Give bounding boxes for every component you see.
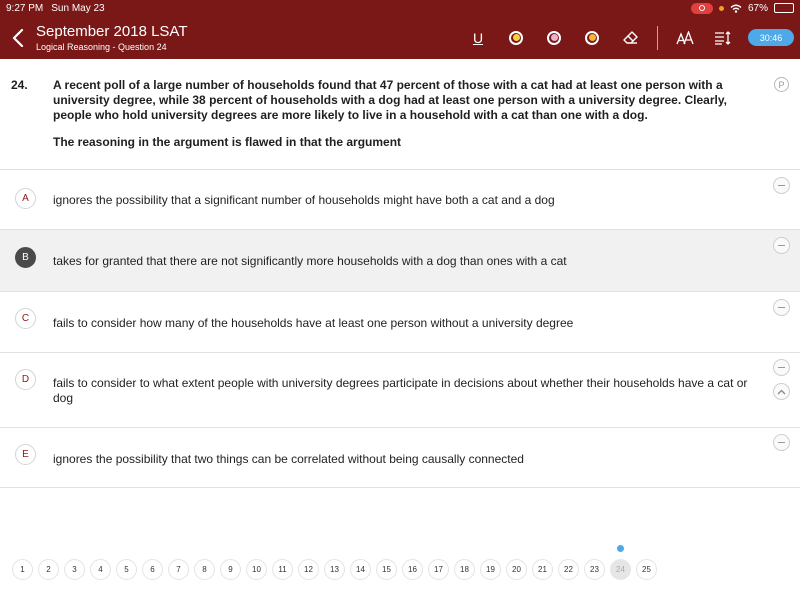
choice-letter: A xyxy=(15,188,36,209)
minus-icon xyxy=(778,367,785,368)
question-prompt: The reasoning in the argument is flawed in that the argument xyxy=(53,135,402,149)
screen-record-icon xyxy=(691,3,713,14)
battery-icon xyxy=(774,3,794,13)
page-title: September 2018 LSAT xyxy=(36,23,188,40)
page-button-14[interactable]: 14 xyxy=(350,559,371,580)
status-right xyxy=(691,3,794,14)
page-button-18[interactable]: 18 xyxy=(454,559,475,580)
highlight-pink-icon xyxy=(547,31,561,45)
choice-text: fails to consider how many of the households have at least one person without a university degree xyxy=(53,316,574,330)
page-button-10[interactable]: 10 xyxy=(246,559,267,580)
page-button-13[interactable]: 13 xyxy=(324,559,345,580)
page-button-16[interactable]: 16 xyxy=(402,559,423,580)
highlight-orange-button[interactable] xyxy=(573,16,611,59)
mic-indicator-icon xyxy=(719,6,724,11)
page-button-1[interactable]: 1 xyxy=(12,559,33,580)
scroll-up-button[interactable] xyxy=(773,383,790,400)
toolbar xyxy=(459,16,800,59)
eliminate-c-button[interactable] xyxy=(773,299,790,316)
page-button-7[interactable]: 7 xyxy=(168,559,189,580)
eraser-button[interactable] xyxy=(611,16,649,59)
font-size-icon xyxy=(676,31,694,45)
highlight-pink-button[interactable] xyxy=(535,16,573,59)
question-stem: A recent poll of a large number of households found that 47 percent of those with a cat had at least one person with a university degree, while 38 percent of households with a dog had at least one person with a university degree. Clearly, people who hold university degrees are more likely to live in a household with a cat than one with a dog. xyxy=(53,78,727,122)
eliminate-b-button[interactable] xyxy=(773,237,790,254)
choice-text: ignores the possibility that two things can be correlated without being causally connected xyxy=(53,452,524,466)
wifi-icon xyxy=(730,4,742,13)
eraser-icon xyxy=(623,31,638,45)
page-button-5[interactable]: 5 xyxy=(116,559,137,580)
question-number: 24. xyxy=(11,78,28,92)
highlight-orange-icon xyxy=(585,31,599,45)
pager-list xyxy=(12,559,657,580)
choice-letter: C xyxy=(15,308,36,329)
choice-letter: B xyxy=(15,247,36,268)
choice-text: ignores the possibility that a significant number of households might have both a cat and a dog xyxy=(53,193,555,207)
chevron-up-icon xyxy=(777,389,786,395)
header-titles xyxy=(36,23,187,52)
page-button-4[interactable]: 4 xyxy=(90,559,111,580)
question-pager xyxy=(0,540,800,599)
question-block xyxy=(0,59,800,170)
eliminate-e-button[interactable] xyxy=(773,434,790,451)
page-button-23[interactable]: 23 xyxy=(584,559,605,580)
font-size-button[interactable] xyxy=(666,16,704,59)
page-button-20[interactable]: 20 xyxy=(506,559,527,580)
flag-button[interactable]: P xyxy=(774,77,789,92)
page-button-11[interactable]: 11 xyxy=(272,559,293,580)
highlight-yellow-button[interactable] xyxy=(497,16,535,59)
header-bar xyxy=(0,16,800,59)
status-bar xyxy=(0,0,800,16)
highlight-yellow-icon xyxy=(509,31,523,45)
eliminate-a-button[interactable] xyxy=(773,177,790,194)
choice-text: takes for granted that there are not significantly more households with a dog than ones with a cat xyxy=(53,254,567,268)
choice-letter: D xyxy=(15,369,36,390)
answer-choice-c[interactable] xyxy=(0,292,800,353)
toolbar-divider xyxy=(657,26,658,50)
page-button-2[interactable]: 2 xyxy=(38,559,59,580)
answer-choice-b[interactable] xyxy=(0,230,800,292)
page-button-12[interactable]: 12 xyxy=(298,559,319,580)
page-button-15[interactable]: 15 xyxy=(376,559,397,580)
minus-icon xyxy=(778,245,785,246)
settings-menu-button[interactable] xyxy=(704,16,742,59)
timer-badge[interactable]: 30:46 xyxy=(748,29,794,46)
answer-choice-e[interactable] xyxy=(0,428,800,488)
battery-percent: 67% xyxy=(747,2,768,14)
page-button-9[interactable]: 9 xyxy=(220,559,241,580)
minus-icon xyxy=(778,442,785,443)
underline-button[interactable] xyxy=(459,16,497,59)
minus-icon xyxy=(778,307,785,308)
page-button-24[interactable]: 24 xyxy=(610,559,631,580)
status-date: Sun May 23 xyxy=(51,2,105,14)
page-button-6[interactable]: 6 xyxy=(142,559,163,580)
underline-icon: U xyxy=(472,29,484,46)
page-button-21[interactable]: 21 xyxy=(532,559,553,580)
page-button-8[interactable]: 8 xyxy=(194,559,215,580)
page-button-22[interactable]: 22 xyxy=(558,559,579,580)
back-button[interactable] xyxy=(0,16,36,59)
eliminate-d-button[interactable] xyxy=(773,359,790,376)
page-button-19[interactable]: 19 xyxy=(480,559,501,580)
current-question-indicator xyxy=(617,545,624,552)
status-time: 9:27 PM xyxy=(6,2,44,14)
line-spacing-icon xyxy=(714,31,732,45)
choice-text: fails to consider to what extent people with university degrees participate in decisions about whether their households have a cat or dog xyxy=(53,376,748,405)
page-button-3[interactable]: 3 xyxy=(64,559,85,580)
answer-choice-d[interactable] xyxy=(0,353,800,428)
page-subtitle: Logical Reasoning - Question 24 xyxy=(36,42,167,52)
page-button-25[interactable]: 25 xyxy=(636,559,657,580)
answer-choice-a[interactable] xyxy=(0,170,800,230)
minus-icon xyxy=(778,185,785,186)
choice-letter: E xyxy=(15,444,36,465)
page-button-17[interactable]: 17 xyxy=(428,559,449,580)
chevron-left-icon xyxy=(12,29,24,47)
